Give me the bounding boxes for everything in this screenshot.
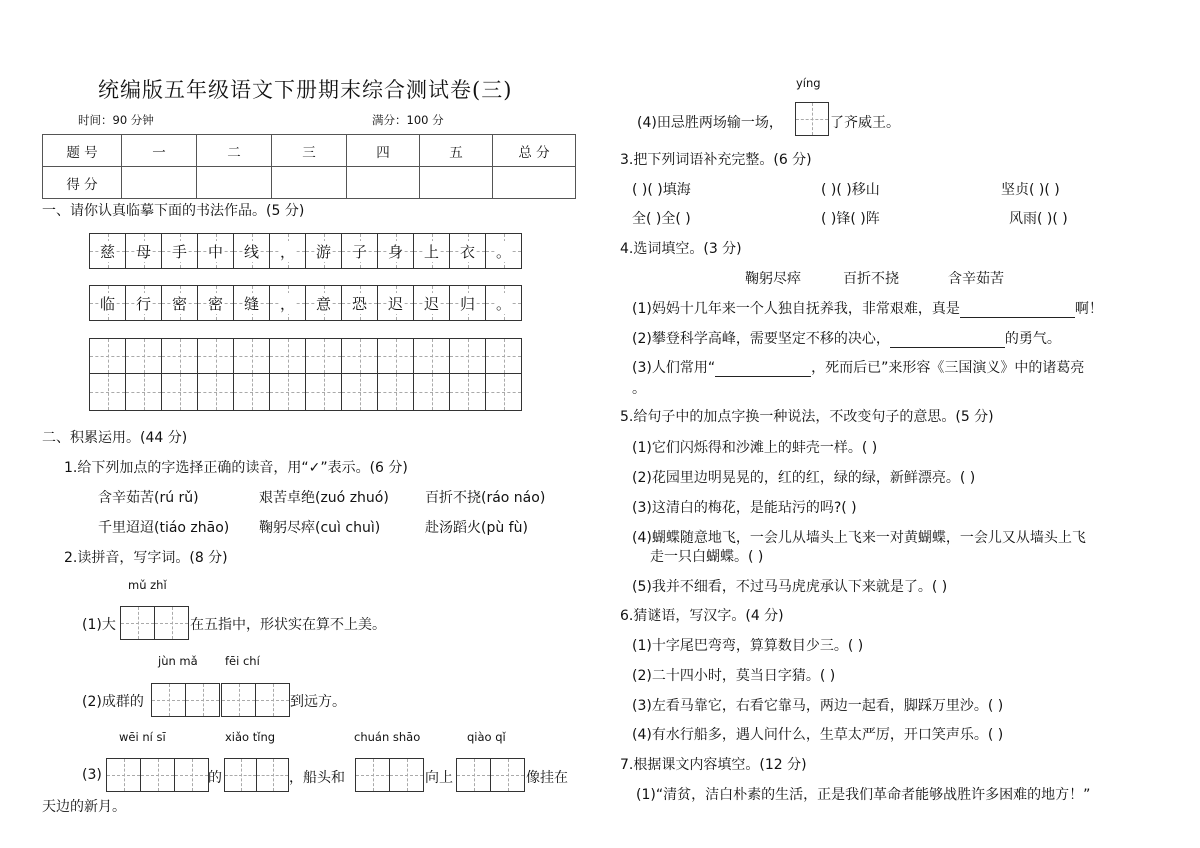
score-header-cell: 总 分 <box>493 135 576 167</box>
pinyin-label: wēi ní sī <box>119 730 166 744</box>
pinyin-label: fēi chí <box>225 654 260 668</box>
calligraphy-cell: 中 <box>198 234 234 268</box>
q6-riddle[interactable]: (3)左看马靠它，右看它靠马，两边一起看，脚踩万里沙。( ) <box>632 698 1004 714</box>
q5-title: 5.给句子中的加点字换一种说法，不改变句子的意思。(5 分) <box>620 409 994 425</box>
pinyin-label: mǔ zhǐ <box>128 578 167 592</box>
pinyin-label: yíng <box>796 76 821 90</box>
calligraphy-cell: 迟 <box>378 286 414 320</box>
answer-boxes[interactable] <box>151 683 220 717</box>
score-input-cell[interactable] <box>197 167 272 199</box>
q2-title: 2.读拼音，写字词。(8 分) <box>64 550 228 566</box>
practice-grid-row[interactable] <box>89 373 522 411</box>
q1-item[interactable]: 千里迢迢(tiáo zhāo) <box>98 520 230 536</box>
q4-option: 百折不挠 <box>843 271 899 287</box>
pinyin-label: qiào qǐ <box>467 730 506 744</box>
q2-p4-prefix: (4)田忌胜两场输一场， <box>637 115 783 131</box>
calligraphy-cell: 迟 <box>414 286 450 320</box>
q4-sentence-3-tail: 。 <box>632 381 646 397</box>
q1-item[interactable]: 艰苦卓绝(zuó zhuó) <box>259 490 389 506</box>
calligraphy-cell: 手 <box>162 234 198 268</box>
pinyin-label: chuán shāo <box>354 730 421 744</box>
fill-blank[interactable] <box>890 331 1005 348</box>
q3-blank[interactable]: 坚贞( )( ) <box>1001 182 1060 198</box>
q3-title: 3.把下列词语补充完整。(6 分) <box>620 152 812 168</box>
answer-boxes[interactable] <box>795 102 829 136</box>
q6-riddle[interactable]: (1)十字尾巴弯弯，算算数目少三。( ) <box>632 638 864 654</box>
practice-grid-row[interactable] <box>89 338 522 374</box>
answer-boxes[interactable] <box>224 758 289 792</box>
calligraphy-cell: 密 <box>162 286 198 320</box>
score-input-cell[interactable] <box>347 167 420 199</box>
calligraphy-line1 <box>89 233 522 269</box>
pinyin-label: jùn mǎ <box>158 654 198 668</box>
q5-sentence[interactable]: (5)我并不细看，不过马马虎虎承认下来就是了。( ) <box>632 579 948 595</box>
calligraphy-cell: 线 <box>234 234 270 268</box>
full-score: 满分：100 分 <box>372 113 444 127</box>
fill-blank[interactable] <box>960 301 1075 318</box>
calligraphy-cell: ， <box>270 234 306 268</box>
score-table <box>42 134 576 199</box>
score-header-cell: 题 号 <box>43 135 122 167</box>
q5-sentence[interactable]: (3)这清白的梅花，是能玷污的吗?( ) <box>632 500 857 516</box>
q6-riddle[interactable]: (4)有水行船多，遇人问什么，生草太严厉，开口笑声乐。( ) <box>632 727 1004 743</box>
score-input-cell[interactable] <box>420 167 493 199</box>
q6-title: 6.猜谜语，写汉字。(4 分) <box>620 608 784 624</box>
q6-riddle[interactable]: (2)二十四小时，莫当日字猜。( ) <box>632 668 836 684</box>
q1-item[interactable]: 含辛茹苦(rú rǔ) <box>98 490 199 506</box>
answer-boxes[interactable] <box>221 683 290 717</box>
section2-heading: 二、积累运用。(44 分) <box>42 430 188 446</box>
q1-item[interactable]: 赴汤蹈火(pù fù) <box>425 520 528 536</box>
calligraphy-cell: 临 <box>90 286 126 320</box>
q2-p1-suffix: 在五指中，形状实在算不上美。 <box>190 617 386 633</box>
q5-sentence[interactable]: (2)花园里边明晃晃的，红的红，绿的绿，新鲜漂亮。( ) <box>632 470 976 486</box>
q4-sentence-2: (2)攀登科学高峰，需要坚定不移的决心， 的勇气。 <box>632 331 1061 347</box>
calligraphy-cell: 密 <box>198 286 234 320</box>
q2-p3-mid: ，船头和 <box>289 770 345 786</box>
answer-boxes[interactable] <box>355 758 424 792</box>
calligraphy-cell: 行 <box>126 286 162 320</box>
score-input-cell[interactable] <box>493 167 576 199</box>
q7-title: 7.根据课文内容填空。(12 分) <box>620 757 807 773</box>
score-header-cell: 三 <box>272 135 347 167</box>
calligraphy-cell: 上 <box>414 234 450 268</box>
page-title: 统编版五年级语文下册期末综合测试卷(三) <box>98 78 513 102</box>
calligraphy-cell: 归 <box>450 286 486 320</box>
calligraphy-line2 <box>89 285 522 321</box>
score-header-cell: 四 <box>347 135 420 167</box>
q2-p3-tail: 天边的新月。 <box>42 799 126 815</box>
exam-time: 时间：90 分钟 <box>78 113 154 127</box>
q2-p2-suffix: 到远方。 <box>290 694 346 710</box>
answer-boxes[interactable] <box>106 758 209 792</box>
q1-item[interactable]: 鞠躬尽瘁(cuì chuì) <box>259 520 381 536</box>
calligraphy-cell: 衣 <box>450 234 486 268</box>
calligraphy-cell: 恐 <box>342 286 378 320</box>
calligraphy-cell: 缝 <box>234 286 270 320</box>
q3-blank[interactable]: 风雨( )( ) <box>1009 211 1068 227</box>
q3-blank[interactable]: 全( )全( ) <box>632 211 691 227</box>
score-header-cell: 一 <box>122 135 197 167</box>
q4-option: 鞠躬尽瘁 <box>745 271 801 287</box>
q2-p3-mid: 的 <box>208 770 222 786</box>
answer-boxes[interactable] <box>120 606 189 640</box>
fill-blank[interactable] <box>715 360 811 377</box>
q4-sentence-3: (3)人们常用“ ，死而后已”来形容《三国演义》中的诸葛亮 <box>632 360 1085 376</box>
calligraphy-cell: 母 <box>126 234 162 268</box>
calligraphy-cell: 身 <box>378 234 414 268</box>
q7-sentence: (1)“清贫，洁白朴素的生活，正是我们革命者能够战胜许多困难的地方！” <box>636 787 1091 803</box>
calligraphy-cell: ， <box>270 286 306 320</box>
score-header-cell: 二 <box>197 135 272 167</box>
calligraphy-cell: 意 <box>306 286 342 320</box>
q1-item[interactable]: 百折不挠(ráo náo) <box>425 490 546 506</box>
section1-heading: 一、请你认真临摹下面的书法作品。(5 分) <box>42 203 305 219</box>
calligraphy-cell: 。 <box>486 234 521 268</box>
pinyin-label: xiǎo tǐng <box>225 730 276 744</box>
q2-p4-suffix: 了齐威王。 <box>830 115 900 131</box>
q3-blank[interactable]: ( )( )移山 <box>821 182 880 198</box>
q2-p1-prefix: (1)大 <box>82 617 116 633</box>
q3-blank[interactable]: ( )锋( )阵 <box>821 211 880 227</box>
answer-boxes[interactable] <box>456 758 525 792</box>
q4-title: 4.选词填空。(3 分) <box>620 241 742 257</box>
q5-sentence: (4)蝴蝶随意地飞，一会儿从墙头上飞来一对黄蝴蝶，一会儿又从墙头上飞 <box>632 530 1086 546</box>
score-header-cell: 五 <box>420 135 493 167</box>
q4-sentence-1: (1)妈妈十几年来一个人独自抚养我，非常艰难，真是 啊！ <box>632 301 1103 317</box>
calligraphy-cell: 子 <box>342 234 378 268</box>
score-input-cell[interactable] <box>122 167 197 199</box>
q3-blank[interactable]: ( )( )填海 <box>632 182 691 198</box>
score-row-label: 得 分 <box>43 167 122 199</box>
q5-sentence[interactable]: (1)它们闪烁得和沙滩上的蚌壳一样。( ) <box>632 440 878 456</box>
q5-sentence[interactable]: 走一只白蝴蝶。( ) <box>650 549 764 565</box>
calligraphy-cell: 慈 <box>90 234 126 268</box>
q2-p2-prefix: (2)成群的 <box>82 694 144 710</box>
calligraphy-cell: 游 <box>306 234 342 268</box>
calligraphy-cell: 。 <box>486 286 521 320</box>
q2-p3-prefix: (3) <box>82 767 102 783</box>
q1-title: 1.给下列加点的字选择正确的读音，用“✓”表示。(6 分) <box>64 460 408 476</box>
score-input-cell[interactable] <box>272 167 347 199</box>
q4-option: 含辛茹苦 <box>948 271 1004 287</box>
q2-p3-mid: 向上 <box>425 770 453 786</box>
q2-p3-suffix: 像挂在 <box>526 770 568 786</box>
